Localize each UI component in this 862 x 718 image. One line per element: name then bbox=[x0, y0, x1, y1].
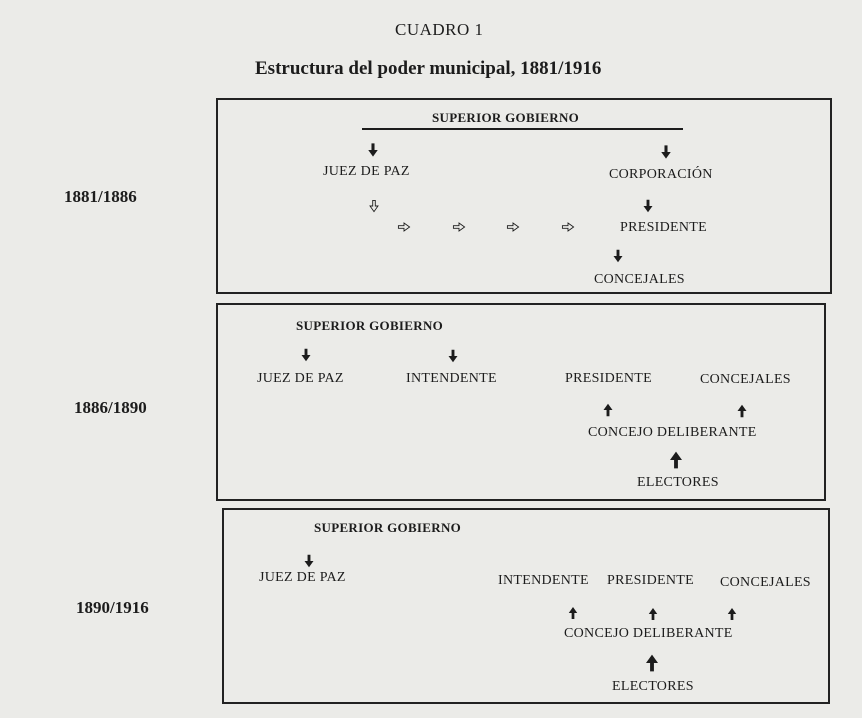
presidente-1: PRESIDENTE bbox=[620, 220, 707, 235]
concejo-deliberante-2: CONCEJO DELIBERANTE bbox=[588, 425, 757, 440]
arrow-icon bbox=[302, 349, 311, 362]
intendente-2: INTENDENTE bbox=[406, 371, 497, 386]
juez-de-paz-2: JUEZ DE PAZ bbox=[257, 371, 344, 386]
arrow-icon bbox=[670, 452, 682, 469]
arrow-icon bbox=[728, 608, 737, 620]
concejales-2: CONCEJALES bbox=[700, 372, 791, 387]
hollow-arrow-icon bbox=[562, 223, 573, 231]
arrow-icon bbox=[614, 250, 623, 263]
arrow-icon bbox=[649, 608, 658, 620]
period-label-1886-1890: 1886/1890 bbox=[74, 398, 147, 417]
hollow-arrow-icon bbox=[398, 223, 409, 231]
hollow-arrow-icon bbox=[370, 200, 378, 211]
concejo-deliberante-3: CONCEJO DELIBERANTE bbox=[564, 626, 733, 641]
arrow-icon bbox=[305, 555, 314, 568]
arrow-icon bbox=[646, 655, 658, 672]
arrow-icon bbox=[604, 404, 613, 417]
figure-label: CUADRO 1 bbox=[395, 20, 484, 39]
hollow-arrow-icon bbox=[453, 223, 464, 231]
arrow-icon bbox=[738, 405, 747, 418]
arrow-icon bbox=[661, 145, 671, 158]
period-label-1890-1916: 1890/1916 bbox=[76, 598, 149, 617]
concejales-1: CONCEJALES bbox=[594, 272, 685, 287]
presidente-3: PRESIDENTE bbox=[607, 573, 694, 588]
electores-2: ELECTORES bbox=[637, 475, 719, 490]
arrow-icon bbox=[368, 143, 378, 156]
hollow-arrow-icon bbox=[507, 223, 518, 231]
arrow-icon bbox=[449, 350, 458, 363]
intendente-3: INTENDENTE bbox=[498, 573, 589, 588]
juez-de-paz-1: JUEZ DE PAZ bbox=[323, 164, 410, 179]
superior-gobierno-3: SUPERIOR GOBIERNO bbox=[314, 520, 462, 535]
presidente-2: PRESIDENTE bbox=[565, 371, 652, 386]
superior-gobierno-2: SUPERIOR GOBIERNO bbox=[296, 318, 444, 333]
arrow-icon bbox=[569, 607, 578, 619]
arrow-icon bbox=[644, 200, 653, 213]
corporacion-1: CORPORACIÓN bbox=[609, 167, 713, 182]
concejales-3: CONCEJALES bbox=[720, 575, 811, 590]
superior-gobierno-1: SUPERIOR GOBIERNO bbox=[432, 110, 580, 125]
juez-de-paz-3: JUEZ DE PAZ bbox=[259, 570, 346, 585]
period-label-1881-1886: 1881/1886 bbox=[64, 187, 137, 206]
figure-title: Estructura del poder municipal, 1881/1916 bbox=[255, 58, 602, 79]
electores-3: ELECTORES bbox=[612, 679, 694, 694]
